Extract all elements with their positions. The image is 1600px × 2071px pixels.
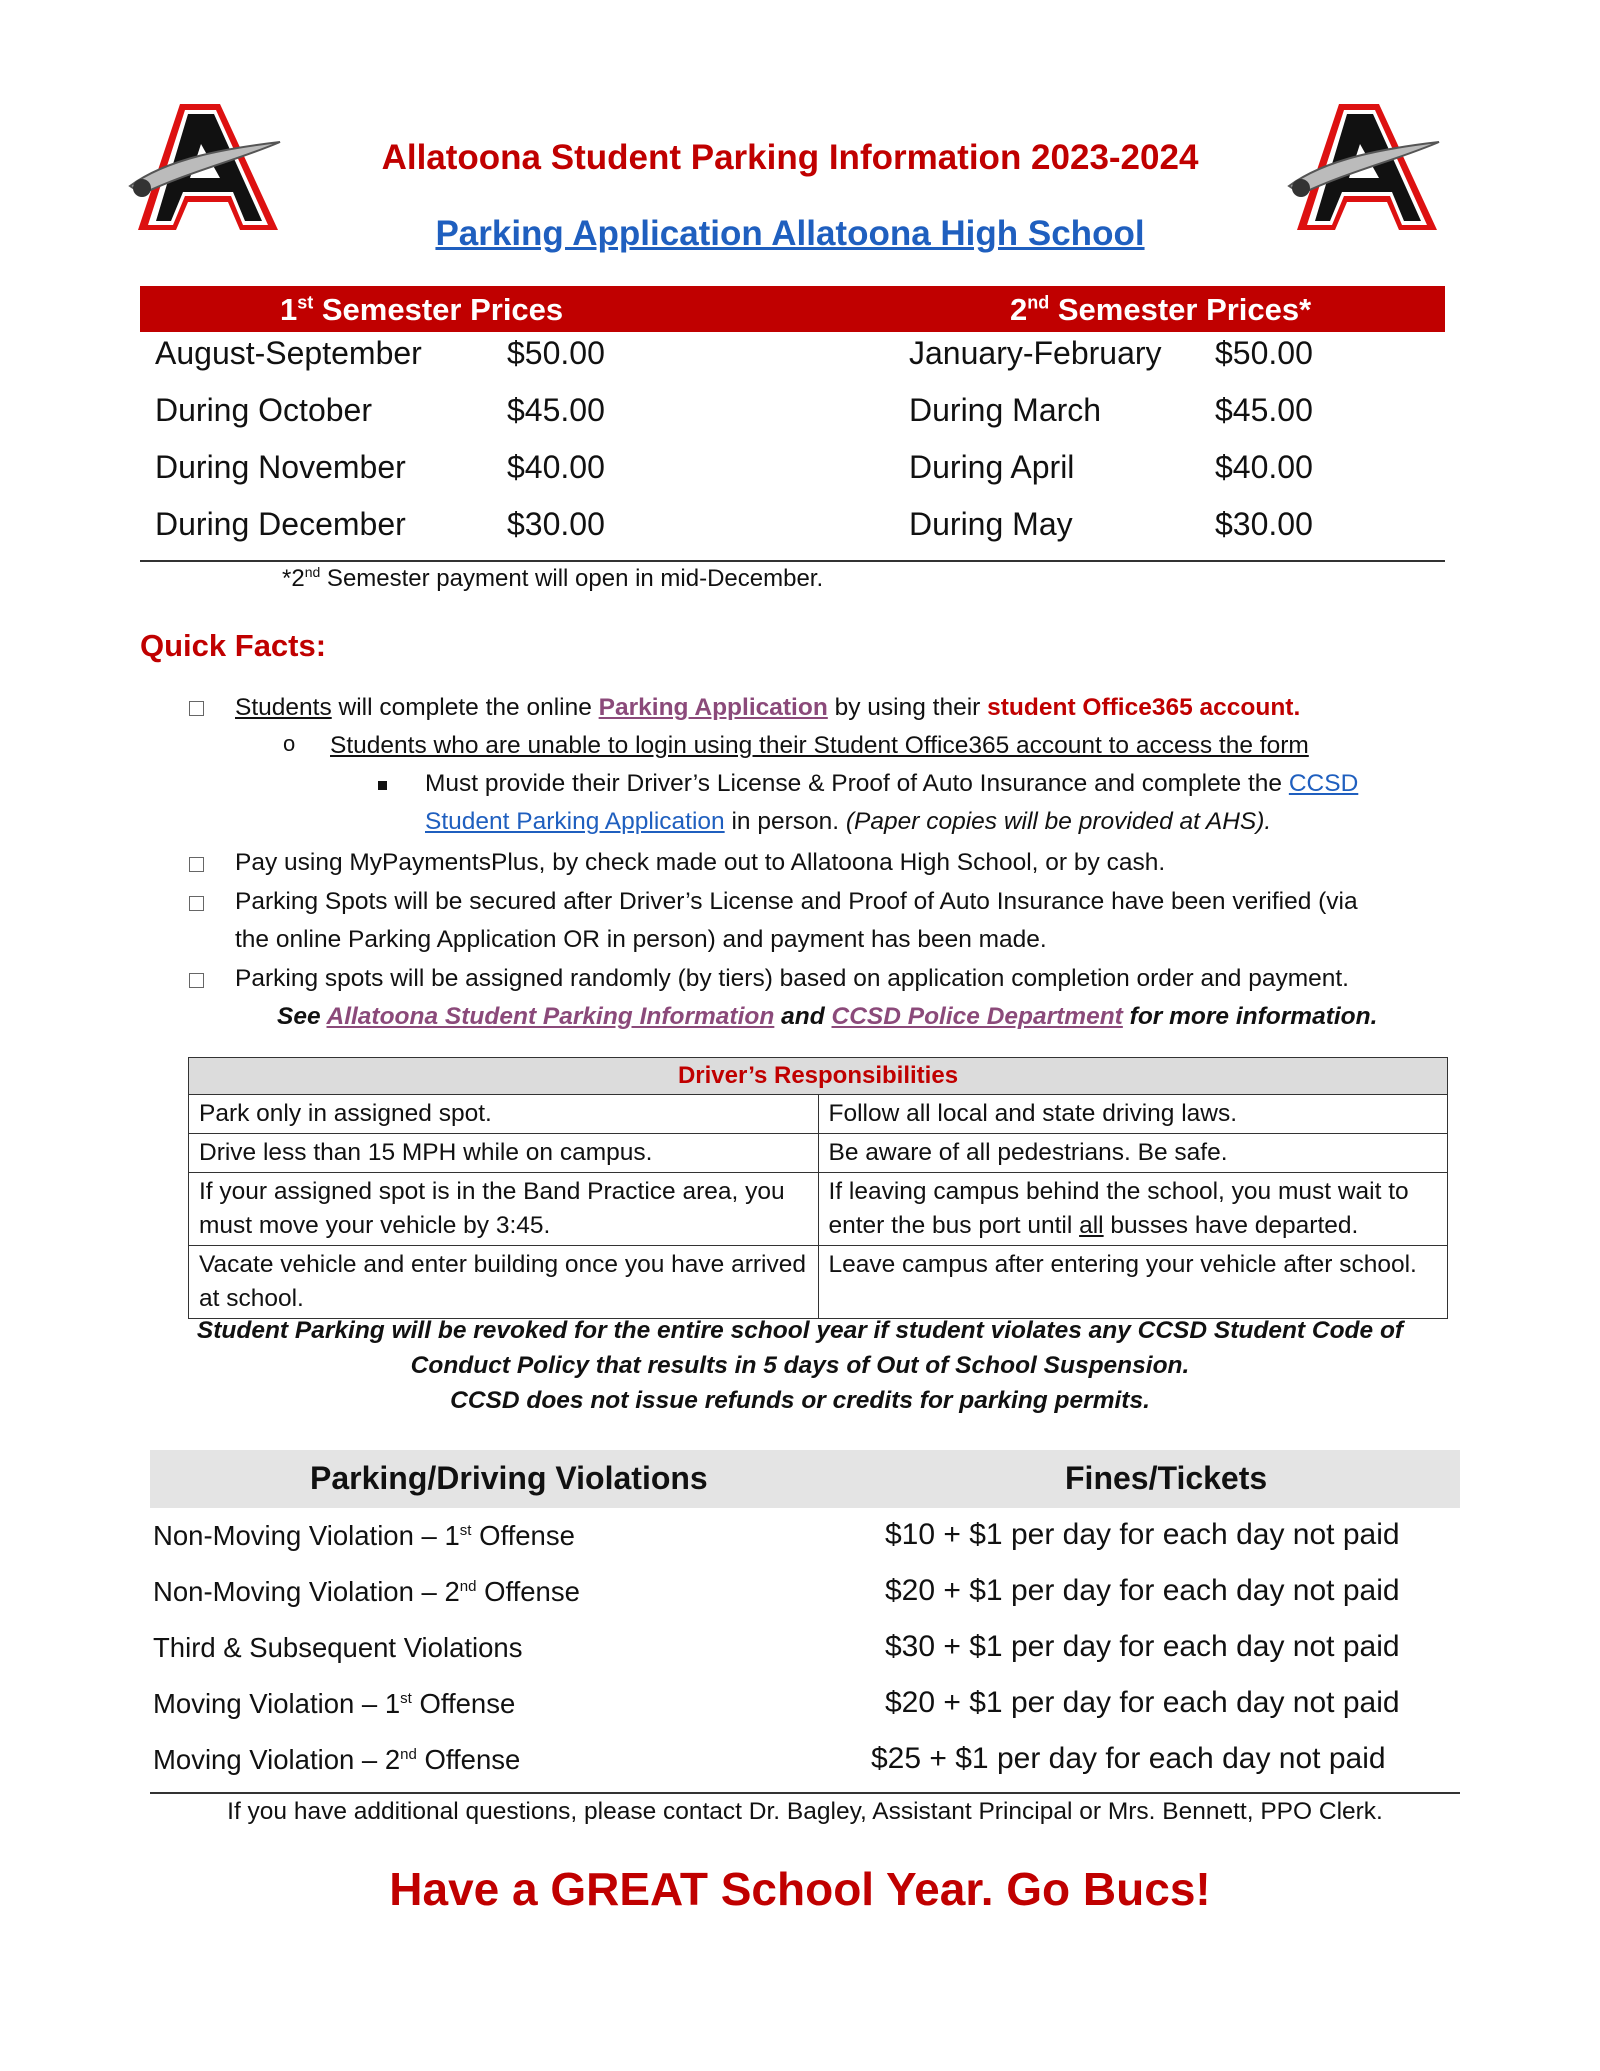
table-cell: Leave campus after entering your vehicle after school. [818,1246,1448,1319]
checkbox-bullet-icon [189,896,204,911]
parking-application-inline-link[interactable]: Parking Application [598,694,828,721]
semester2-heading: 2nd Semester Prices* [1010,292,1312,327]
violations-divider [150,1792,1460,1794]
ccsd-application-link-cont[interactable]: Student Parking Application [425,808,725,835]
closing-message: Have a GREAT School Year. Go Bucs! [389,1863,1211,1915]
checkbox-bullet-icon [189,857,204,872]
semester1-price: $50.00 [507,335,605,371]
checkbox-bullet-icon [189,973,204,988]
violation-name: Moving Violation – 1st Offense [153,1688,516,1719]
semester1-period: During December [155,506,406,542]
semester-note: *2nd Semester payment will open in mid-December. [282,564,824,592]
violation-name: Third & Subsequent Violations [153,1632,523,1663]
ccsd-application-link[interactable]: CCSD [1288,770,1359,797]
page-title: Allatoona Student Parking Information 2023-2024 [381,138,1199,177]
square-bullet-icon [378,781,387,790]
fact-in-person: Must provide their Driver’s License & Proof of Auto Insurance and complete the CCSD Student Parking Application in person. (Paper copies will be provided at AHS). [425,770,1359,835]
drivers-table-heading: Driver’s Responsibilities [189,1058,1448,1095]
semester2-price: $50.00 [1215,335,1313,371]
violation-fine: $25 + $1 per day for each day not paid [871,1742,1386,1775]
violation-name: Non-Moving Violation – 1st Offense [153,1520,575,1551]
quick-facts-title: Quick Facts: [140,628,327,663]
revocation-warning: Student Parking will be revoked for the entire school year if student violates any CCSD Student Code of Conduct Policy that results in 5 days of Out of School Suspension. CCSD does not issue refunds or credits for parking permits. [196,1317,1404,1414]
table-cell: If your assigned spot is in the Band Practice area, you must move your vehicle by 3:45. [189,1173,819,1246]
violation-fine: $20 + $1 per day for each day not paid [885,1574,1400,1607]
violation-name: Non-Moving Violation – 2nd Offense [153,1576,580,1607]
table-cell: Park only in assigned spot. [189,1095,819,1134]
fact-secured-line1: Parking Spots will be secured after Driver’s License and Proof of Auto Insurance have been verified (via [235,888,1358,915]
table-cell: If leaving campus behind the school, you must wait to enter the bus port until all busses have departed. [818,1173,1448,1246]
table-row [189,1246,1448,1319]
violation-fine: $30 + $1 per day for each day not paid [885,1630,1400,1663]
violation-name: Moving Violation – 2nd Offense [153,1744,521,1775]
semester2-price: $40.00 [1215,449,1313,485]
contact-note: If you have additional questions, please contact Dr. Bagley, Assistant Principal or Mrs. Bennett, PPO Clerk. [227,1798,1383,1825]
violation-fine: $20 + $1 per day for each day not paid [885,1686,1400,1719]
parking-application-link[interactable]: Parking Application Allatoona High School [435,214,1145,253]
semester1-price: $30.00 [507,506,605,542]
semester2-period: During March [909,392,1102,428]
table-cell: Follow all local and state driving laws. [818,1095,1448,1134]
semester1-period: During October [155,392,372,428]
see-more-info: See Allatoona Student Parking Information and CCSD Police Department for more information. [277,1003,1378,1030]
semester2-period: During April [909,449,1075,485]
semester-divider [140,560,1445,562]
violations-column-header: Parking/Driving Violations [310,1460,708,1496]
table-cell: Be aware of all pedestrians. Be safe. [818,1134,1448,1173]
fact-secured-line2: the online Parking Application OR in person) and payment has been made. [235,926,1047,953]
fact-login-issue: Students who are unable to login using their Student Office365 account to access the form [330,732,1309,759]
table-row [189,1134,1448,1173]
drivers-responsibilities-table [188,1057,1448,1319]
semester1-price: $40.00 [507,449,605,485]
checkbox-bullet-icon [189,701,204,716]
allatoona-parking-info-link[interactable]: Allatoona Student Parking Information [326,1003,775,1030]
fines-column-header: Fines/Tickets [1065,1460,1268,1496]
semester2-period: January-February [909,335,1162,371]
table-row [189,1173,1448,1246]
fact-payment: Pay using MyPaymentsPlus, by check made out to Allatoona High School, or by cash. [235,849,1166,876]
semester1-period: August-September [155,335,422,371]
semester2-price: $45.00 [1215,392,1313,428]
ccsd-police-link[interactable]: CCSD Police Department [831,1003,1123,1030]
fact-online-application: Students will complete the online Parking Application by using their student Office365 account. [235,694,1301,721]
table-cell: Drive less than 15 MPH while on campus. [189,1134,819,1173]
semester2-period: During May [909,506,1073,542]
allatoona-a-logo-right [1287,98,1447,236]
semester1-price: $45.00 [507,392,605,428]
fact-assignment: Parking spots will be assigned randomly (by tiers) based on application completion order and payment. [235,965,1349,992]
table-cell: Vacate vehicle and enter building once you have arrived at school. [189,1246,819,1319]
circle-bullet-icon: o [283,731,296,756]
semester1-period: During November [155,449,406,485]
allatoona-a-logo-left [128,98,288,236]
table-row [189,1095,1448,1134]
semester2-price: $30.00 [1215,506,1313,542]
violation-fine: $10 + $1 per day for each day not paid [885,1518,1400,1551]
semester1-heading: 1st Semester Prices [280,292,564,327]
